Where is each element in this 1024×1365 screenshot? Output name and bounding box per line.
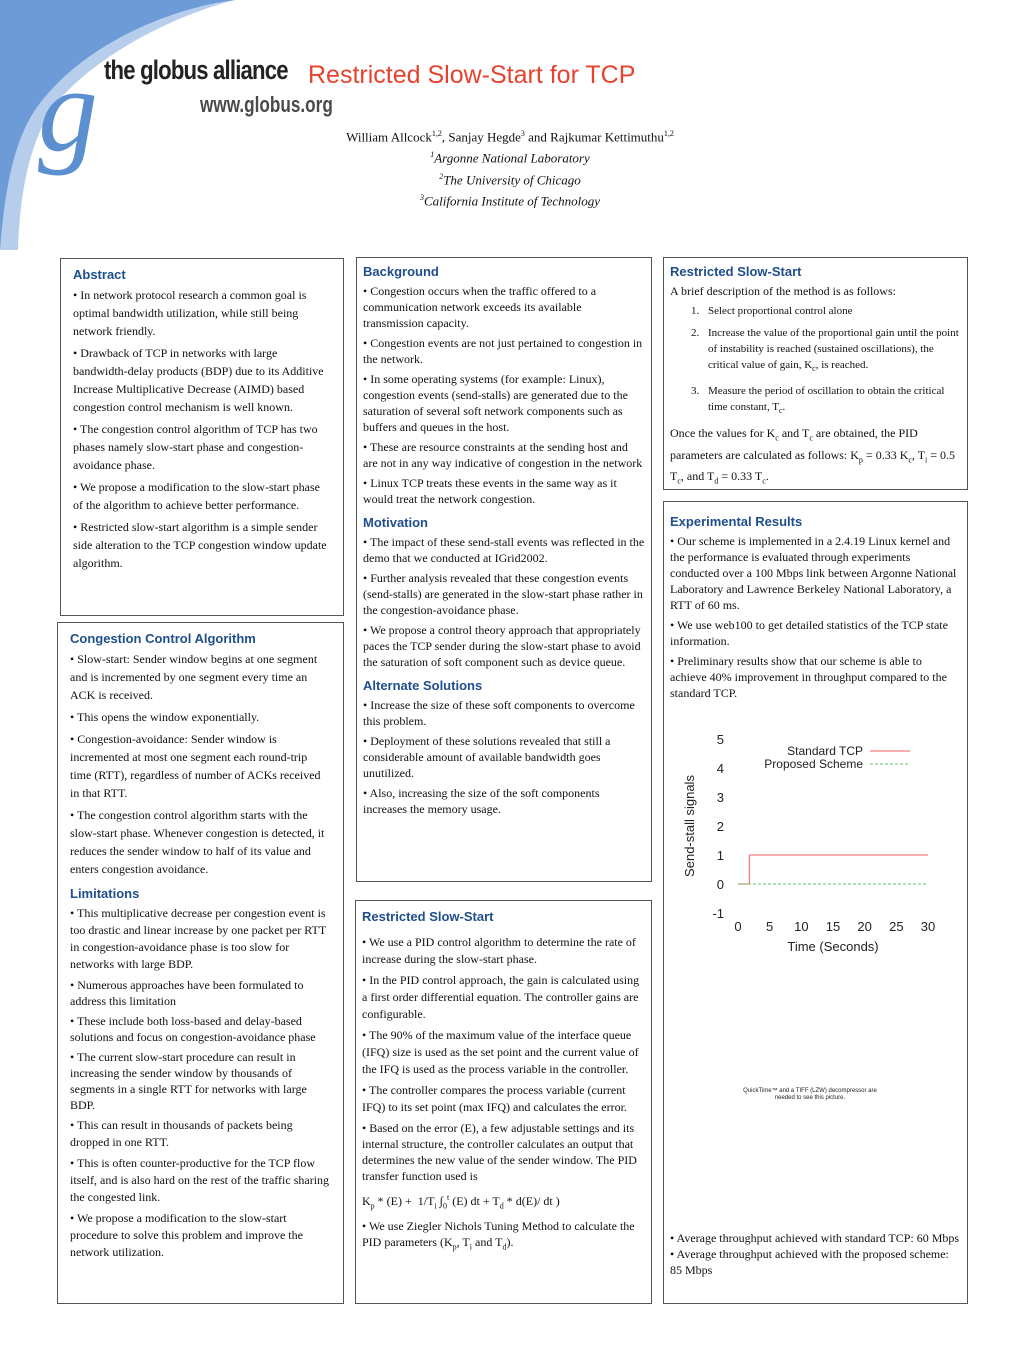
rss-mid-bullet: • The 90% of the maximum value of the interface queue (IFQ) size is used as the set point and the current value of the IFQ is used as the process variable in the controller. (362, 1028, 639, 1076)
x-tick-label: 5 (766, 919, 774, 934)
cca-box (57, 622, 344, 1304)
sendstall-chart (670, 725, 950, 960)
cca-heading: Congestion Control Algorithm (70, 631, 256, 646)
legend-label: Proposed Scheme (764, 757, 863, 771)
y-tick-label: 2 (716, 819, 724, 834)
svg-text:g: g (38, 43, 98, 176)
legend-label: Standard TCP (787, 744, 863, 758)
limitations-bullet: • This can result in thousands of packets being dropped in one RTT. (70, 1118, 293, 1149)
result-standard: • Average throughput achieved with standard TCP: 60 Mbps (670, 1231, 960, 1245)
rss-mid-bullet: • In the PID control approach, the gain is calculated using a first order differential equation. The controller gains are configurable. (362, 973, 640, 1021)
limitations-bullet: • Numerous approaches have been formulated to address this limitation (70, 978, 304, 1008)
result-proposed: • Average throughput achieved with the proposed scheme: 85 Mbps (670, 1247, 949, 1277)
series-line-0 (738, 855, 928, 884)
x-tick-label: 15 (825, 919, 841, 934)
y-tick-label: 4 (716, 761, 724, 776)
y-axis-label: Send-stall signals (682, 775, 697, 877)
experimental-bullet: • Our scheme is implemented in a 2.4.19 Linux kernel and the performance is evaluated through experiments conducted over a 100 Mbps link between Argonne National Laboratory and Lawrence Berkeley National Laboratory, a RTT of 60 ms. (670, 534, 957, 612)
cca-bullet: • Congestion-avoidance: Sender window is incremented at most one segment each round-trip time (RTT), regardless of number of ACKs received in that RTT. (70, 732, 321, 800)
x-tick-label: 0 (734, 919, 742, 934)
y-tick-label: 1 (716, 848, 724, 863)
rss-step: 1. Select proportional control alone (702, 303, 961, 319)
rss-right-intro: A brief description of the method is as follows: (670, 284, 896, 298)
alternate-heading: Alternate Solutions (363, 678, 483, 693)
rss-mid-box (355, 900, 652, 1304)
motivation-bullet: • The impact of these send-stall events was reflected in the demo that we conducted at IGrid2002. (363, 535, 645, 565)
background-bullet: • Congestion occurs when the traffic offered to a communication network exceeds its available transmission capacity. (363, 284, 597, 330)
rss-steps (670, 303, 961, 419)
alternate-bullet: • Also, increasing the size of the soft components increases the memory usage. (363, 786, 600, 816)
limitations-bullet: • This is often counter-productive for the TCP flow itself, and is also hard on the rest of the traffic sharing the congested link. (70, 1156, 330, 1204)
affiliation-2: $^2$The University of Chicago (439, 171, 581, 187)
author-block (300, 125, 720, 210)
background-bullet: • In some operating systems (for example: Linux), congestion events (send-stalls) are generated due to the saturation of several soft network components such as buffers and queues in the host. (363, 372, 628, 434)
rss-mid-last-bullet: • We use Ziegler Nichols Tuning Method to calculate the PID parameters ($K_p$, $T_i$ and $T_d$). (362, 1219, 635, 1252)
quicktime-placeholder: QuickTime™ and a TIFF (LZW) decompressor are needed to see this picture. (743, 1088, 877, 1101)
experimental-bullet: • We use web100 to get detailed statistics of the TCP state information. (670, 618, 948, 648)
abstract-bullet: • In network protocol research a common goal is optimal bandwidth utilization, while still being network friendly. (73, 288, 307, 338)
rss-mid-bullet: • The controller compares the process variable (current IFQ) to its set point (max IFQ) and calculates the error. (362, 1083, 627, 1114)
abstract-bullet: • We propose a modification to the slow-start phase of the algorithm to achieve better performance. (73, 480, 320, 512)
poster-title: Restricted Slow-Start for TCP (308, 61, 636, 89)
motivation-bullet: • We propose a control theory approach that appropriately paces the TCP sender during the slow-start phase to avoid the saturation of soft component such as device queue. (363, 623, 641, 669)
y-tick-label: 5 (716, 732, 724, 747)
x-tick-label: 10 (794, 919, 809, 934)
cca-bullet: • This opens the window exponentially. (70, 710, 260, 724)
limitations-bullet: • The current slow-start procedure can result in increasing the sender window by thousands of segments in a single RTT for networks with large BDP. (70, 1050, 307, 1112)
limitations-heading: Limitations (70, 886, 140, 901)
author-line: William Allcock$^{1,2}$, Sanjay Hegde$^3$ and Rajkumar Kettimuthu$^{1,2}$ (346, 129, 674, 145)
y-tick-label: -1 (712, 906, 724, 921)
limitations-bullet: • These include both loss-based and delay-based solutions and focus on congestion-avoidance phase (70, 1014, 316, 1044)
limitations-bullet: • This multiplicative decrease per congestion event is too drastic and linear increase by one packet per RTT in congestion-avoidance phase is too slow for networks with large BDP. (70, 906, 326, 971)
logo-name: the globus alliance (104, 55, 288, 85)
x-tick-label: 20 (857, 919, 872, 934)
cca-bullet: • Slow-start: Sender window begins at one segment and is incremented by one segment every time an ACK is received. (70, 652, 318, 702)
results-block (670, 1230, 962, 1278)
motivation-heading: Motivation (363, 515, 428, 530)
logo-url: www.globus.org (200, 92, 333, 117)
alternate-bullet: • Increase the size of these soft components to overcome this problem. (363, 698, 635, 728)
pid-formula: $K_p * (E) + 1/T_i$ $\int_0^t$ (E) dt + $T_d * d(E)/$ dt ) (362, 1193, 560, 1211)
rss-right-box (663, 257, 968, 490)
abstract-bullet: • Restricted slow-start algorithm is a simple sender side alteration to the TCP congestion window update algorithm. (73, 520, 327, 570)
x-tick-label: 25 (889, 919, 904, 934)
limitations-bullet: • We propose a modification to the slow-start procedure to solve this problem and improve the network utilization. (70, 1211, 303, 1259)
rss-step: 3. Measure the period of oscillation to obtain the critical time constant, $T_c$. (702, 383, 961, 419)
rss-right-outro: Once the values for $K_c$ and $T_c$ are obtained, the PID parameters are calculated as follows: $K_p = 0.33$ $K_c$, $T_i = 0.5$ $T_c$, and $T_d = 0.33$ $T_c$. (670, 426, 956, 486)
rss-right-heading: Restricted Slow-Start (670, 264, 802, 279)
motivation-bullet: • Further analysis revealed that these congestion events (send-stalls) are generated in the slow-start phase rather in the congestion-avoidance phase. (363, 571, 643, 617)
experimental-heading: Experimental Results (670, 514, 803, 529)
abstract-box (60, 258, 344, 616)
abstract-bullet: • Drawback of TCP in networks with large bandwidth-delay products (BDP) due to its Additive Increase Multiplicative Decrease (AIMD) based congestion control mechanism is well known. (73, 346, 324, 414)
cca-bullet: • The congestion control algorithm starts with the slow-start phase. Whenever congestion is detected, it reduces the sender window to half of its value and enters congestion avoidance. (70, 808, 325, 876)
x-tick-label: 30 (920, 919, 936, 934)
background-box (356, 257, 652, 882)
rss-mid-heading: Restricted Slow-Start (362, 909, 494, 924)
globus-logo-swoosh (0, 0, 260, 250)
background-heading: Background (363, 264, 439, 279)
affiliation-3: $^3$California Institute of Technology (419, 192, 601, 209)
background-bullet: • Linux TCP treats these events in the same way as it would treat the network congestion. (363, 476, 617, 506)
rss-step: 2. Increase the value of the proportional gain until the point of instability is reached (sustained oscillations), the critical value of gain, $K_c$, is reached. (702, 325, 961, 377)
y-tick-label: 3 (716, 790, 724, 805)
x-axis-label: Time (Seconds) (787, 939, 879, 954)
affiliation-1: $^1$Argonne National Laboratory (430, 150, 590, 166)
background-bullet: • Congestion events are not just pertained to congestion in the network. (363, 336, 643, 366)
rss-mid-bullet: • We use a PID control algorithm to determine the rate of increase during the slow-start phase. (362, 935, 636, 966)
experimental-bullet: • Preliminary results show that our scheme is able to achieve 40% improvement in throughput compared to the standard TCP. (670, 654, 947, 700)
abstract-bullet: • The congestion control algorithm of TCP has two phases namely slow-start phase and congestion-avoidance phase. (73, 422, 318, 472)
y-tick-label: 0 (716, 877, 724, 892)
rss-mid-bullet: • Based on the error (E), a few adjustable settings and its internal structure, the controller calculates an output that determines the new value of the sender window. The PID transfer function used is (362, 1121, 637, 1183)
abstract-heading: Abstract (73, 267, 126, 282)
alternate-bullet: • Deployment of these solutions revealed that still a considerable amount of available bandwidth goes unutilized. (363, 734, 611, 780)
background-bullet: • These are resource constraints at the sending host and are not in any way indicative of congestion in the network (363, 440, 643, 470)
